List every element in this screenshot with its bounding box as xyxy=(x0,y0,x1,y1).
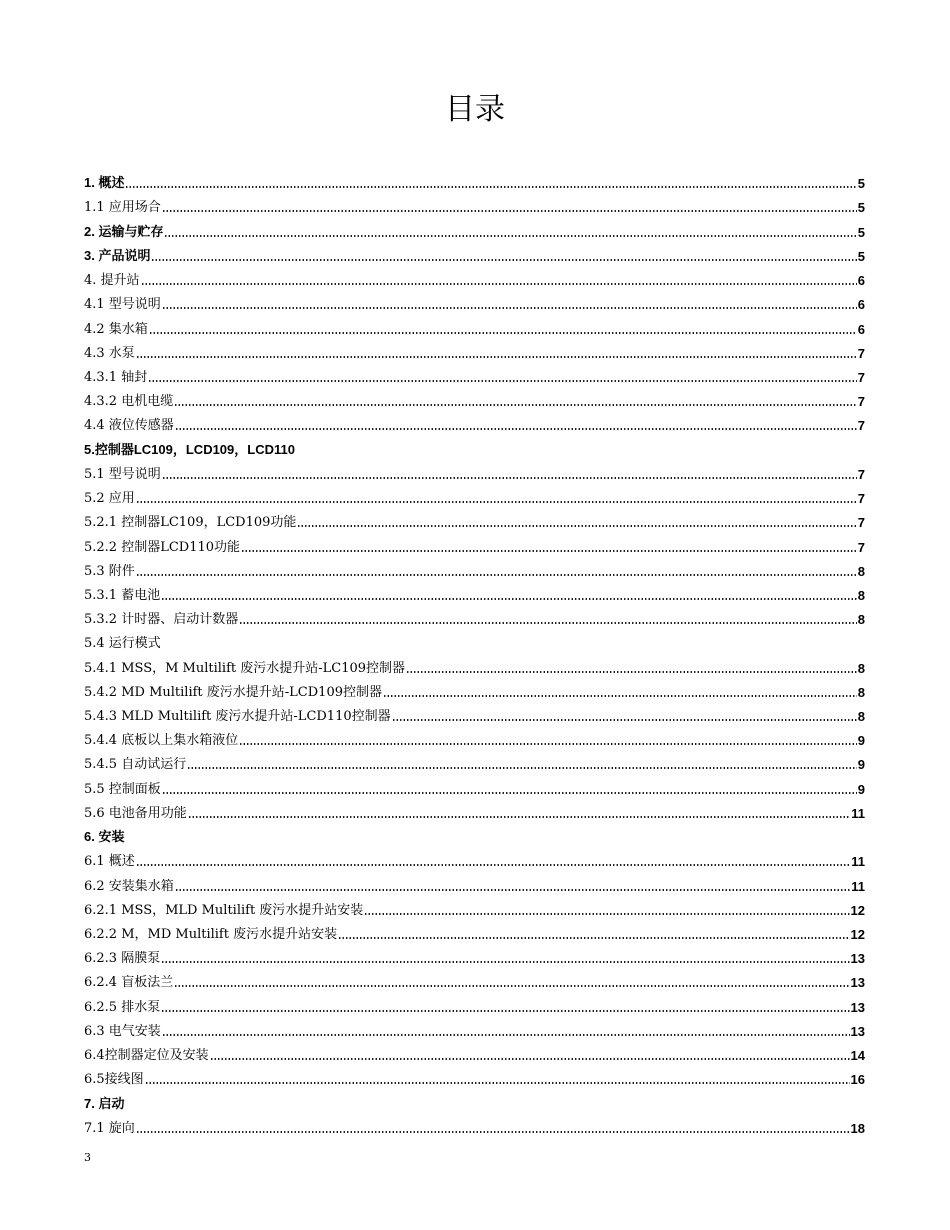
toc-entry[interactable] xyxy=(84,921,865,945)
toc-entry-page: 18 xyxy=(850,1120,865,1136)
toc-entry-page: 6 xyxy=(857,321,865,337)
toc-entry-page: 8 xyxy=(857,587,865,603)
toc-dot-leader xyxy=(149,332,857,334)
toc-entry-page: 9 xyxy=(857,757,865,773)
toc-entry-label: 5.3.1 蓄电池 xyxy=(84,587,161,603)
toc-entry-page: 8 xyxy=(857,563,865,579)
toc-dot-leader xyxy=(164,235,856,237)
toc-entry-label: 4.4 液位传感器 xyxy=(84,418,174,434)
toc-entry[interactable] xyxy=(84,1042,865,1066)
toc-dot-leader xyxy=(383,695,857,697)
toc-entry[interactable] xyxy=(84,606,865,630)
toc-entry[interactable] xyxy=(84,727,865,751)
toc-entry-page: 9 xyxy=(857,781,865,797)
toc-entry-label: 6.4控制器定位及安装 xyxy=(84,1048,209,1064)
toc-entry-label: 5.3 附件 xyxy=(84,563,135,579)
toc-entry[interactable] xyxy=(84,1115,865,1139)
toc-entry-page: 13 xyxy=(850,1023,865,1039)
toc-entry-label: 6.2.3 隔膜泵 xyxy=(84,951,161,967)
toc-entry-label: 5.4.1 MSS，M Multilift 废污水提升站-LC109控制器 xyxy=(84,660,406,676)
toc-entry-page: 13 xyxy=(850,999,865,1015)
toc-entry[interactable] xyxy=(84,291,865,315)
toc-entry-page: 5 xyxy=(857,176,865,192)
toc-entry[interactable] xyxy=(84,679,865,703)
toc-dot-leader xyxy=(364,913,849,915)
toc-dot-leader xyxy=(161,598,857,600)
toc-entry-page: 5 xyxy=(857,224,865,240)
toc-entry-label: 5.4.2 MD Multilift 废污水提升站-LCD109控制器 xyxy=(84,684,382,700)
toc-entry-label: 7. 启动 xyxy=(84,1095,125,1111)
toc-entry-page: 13 xyxy=(850,951,865,967)
toc-entry-page: 11 xyxy=(851,805,865,821)
table-of-contents xyxy=(84,170,865,1139)
toc-entry[interactable] xyxy=(84,218,865,242)
toc-dot-leader xyxy=(162,1034,850,1036)
toc-entry-label: 6.2.2 M，MD Multilift 废污水提升站安装 xyxy=(84,927,338,942)
toc-entry[interactable] xyxy=(84,388,865,412)
toc-dot-leader xyxy=(136,574,857,576)
toc-entry[interactable] xyxy=(84,848,865,872)
toc-entry-page: 9 xyxy=(857,733,865,749)
toc-dot-leader xyxy=(174,985,849,987)
toc-entry-page: 11 xyxy=(851,854,865,870)
toc-entry-label: 5.控制器LC109，LCD109，LCD110 xyxy=(84,441,295,457)
toc-entry-page: 7 xyxy=(857,369,865,385)
toc-dot-leader xyxy=(161,961,849,963)
toc-entry-page: 7 xyxy=(857,418,865,434)
toc-entry-page: 12 xyxy=(850,902,865,918)
toc-dot-leader xyxy=(239,622,857,624)
toc-entry[interactable] xyxy=(84,315,865,339)
toc-entry-label: 6.5接线图 xyxy=(84,1072,144,1088)
toc-entry[interactable] xyxy=(84,340,865,364)
toc-entry-page: 8 xyxy=(857,660,865,676)
toc-entry-label: 4.2 集水箱 xyxy=(84,321,148,337)
toc-entry-label: 1. 概述 xyxy=(84,175,125,191)
toc-entry-label: 6.2.5 排水泵 xyxy=(84,999,161,1015)
toc-entry[interactable] xyxy=(84,703,865,727)
toc-dot-leader xyxy=(136,501,857,503)
toc-entry[interactable] xyxy=(84,945,865,969)
toc-entry[interactable] xyxy=(84,872,865,896)
toc-dot-leader xyxy=(162,210,857,212)
toc-entry-page: 8 xyxy=(857,709,865,725)
toc-entry-label: 6.2 安装集水箱 xyxy=(84,878,174,894)
toc-dot-leader xyxy=(145,1082,850,1084)
toc-entry[interactable] xyxy=(84,461,865,485)
toc-entry-label: 5.5 控制面板 xyxy=(84,781,161,797)
toc-entry-label: 4. 提升站 xyxy=(84,273,140,289)
toc-entry-label: 5.6 电池备用功能 xyxy=(84,805,187,821)
toc-entry-page: 11 xyxy=(851,878,865,894)
toc-entry[interactable] xyxy=(84,509,865,533)
toc-entry[interactable] xyxy=(84,533,865,557)
toc-dot-leader xyxy=(148,380,857,382)
toc-entry-label: 3. 产品说明 xyxy=(84,247,151,263)
toc-entry-label: 5.1 型号说明 xyxy=(84,466,161,482)
toc-entry[interactable] xyxy=(84,243,865,267)
toc-entry-label: 4.1 型号说明 xyxy=(84,297,161,313)
toc-entry-label: 2. 运输与贮存 xyxy=(84,223,164,239)
toc-entry-page: 7 xyxy=(857,394,865,410)
toc-dot-leader xyxy=(175,889,850,891)
toc-dot-leader xyxy=(338,937,849,939)
toc-entry-page: 7 xyxy=(857,515,865,531)
toc-entry-label: 4.3.2 电机电缆 xyxy=(84,394,174,410)
toc-entry[interactable] xyxy=(84,436,865,460)
toc-entry-label: 6.2.4 盲板法兰 xyxy=(84,975,174,991)
toc-entry-label: 1.1 应用场合 xyxy=(84,200,161,216)
page-title: 目录 xyxy=(445,92,505,127)
toc-entry-label: 5.4 运行模式 xyxy=(84,636,161,652)
toc-entry[interactable] xyxy=(84,775,865,799)
toc-entry[interactable] xyxy=(84,194,865,218)
toc-entry-label: 5.4.5 自动试运行 xyxy=(84,757,187,773)
toc-entry-page: 7 xyxy=(857,539,865,555)
toc-entry[interactable] xyxy=(84,897,865,921)
toc-entry-label: 6.3 电气安装 xyxy=(84,1023,161,1039)
toc-dot-leader xyxy=(162,477,857,479)
toc-dot-leader xyxy=(136,356,857,358)
toc-entry[interactable] xyxy=(84,800,865,824)
toc-entry[interactable] xyxy=(84,364,865,388)
toc-entry-label: 5.4.4 底板以上集水箱液位 xyxy=(84,733,239,749)
toc-entry[interactable] xyxy=(84,751,865,775)
toc-entry-label: 6.1 概述 xyxy=(84,854,135,870)
toc-entry-label: 5.2.2 控制器LCD110功能 xyxy=(84,539,241,555)
toc-entry[interactable] xyxy=(84,412,865,436)
toc-entry[interactable] xyxy=(84,1090,865,1114)
toc-entry-page: 16 xyxy=(850,1072,865,1088)
toc-entry-page: 5 xyxy=(857,248,865,264)
toc-entry-page: 13 xyxy=(850,975,865,991)
toc-dot-leader xyxy=(161,1010,849,1012)
toc-entry[interactable] xyxy=(84,1066,865,1090)
toc-entry-page: 6 xyxy=(857,273,865,289)
toc-dot-leader xyxy=(188,816,850,818)
toc-dot-leader xyxy=(406,671,857,673)
toc-dot-leader xyxy=(125,186,856,188)
toc-entry-page: 6 xyxy=(857,297,865,313)
toc-entry[interactable] xyxy=(84,1018,865,1042)
toc-entry-page: 7 xyxy=(857,491,865,507)
toc-dot-leader xyxy=(151,259,856,261)
toc-entry-label: 7.1 旋向 xyxy=(84,1120,135,1136)
toc-entry-page: 8 xyxy=(857,684,865,700)
toc-dot-leader xyxy=(162,307,857,309)
toc-dot-leader xyxy=(392,719,857,721)
toc-entry[interactable] xyxy=(84,824,865,848)
toc-entry[interactable] xyxy=(84,558,865,582)
toc-entry-page: 8 xyxy=(857,612,865,628)
toc-dot-leader xyxy=(174,404,857,406)
toc-dot-leader xyxy=(187,767,857,769)
toc-dot-leader xyxy=(141,283,857,285)
toc-entry[interactable] xyxy=(84,485,865,509)
toc-dot-leader xyxy=(136,864,850,866)
toc-entry-label: 4.3.1 轴封 xyxy=(84,369,148,385)
toc-dot-leader xyxy=(162,792,857,794)
toc-entry-page: 7 xyxy=(857,466,865,482)
toc-entry-label: 4.3 水泵 xyxy=(84,345,135,361)
toc-entry[interactable] xyxy=(84,170,865,194)
toc-entry-page: 7 xyxy=(857,345,865,361)
page-number: 3 xyxy=(84,1151,91,1164)
toc-dot-leader xyxy=(297,525,856,527)
toc-entry-label: 6.2.1 MSS，MLD Multilift 废污水提升站安装 xyxy=(84,902,364,918)
toc-dot-leader xyxy=(239,743,857,745)
toc-entry-label: 5.3.2 计时器、启动计数器 xyxy=(84,612,239,628)
toc-dot-leader xyxy=(175,428,857,430)
toc-entry[interactable] xyxy=(84,582,865,606)
toc-entry[interactable] xyxy=(84,993,865,1017)
toc-entry[interactable] xyxy=(84,630,865,654)
toc-entry[interactable] xyxy=(84,654,865,678)
toc-dot-leader xyxy=(136,1131,850,1133)
toc-entry[interactable] xyxy=(84,267,865,291)
toc-dot-leader xyxy=(210,1058,850,1060)
toc-entry-label: 5.2 应用 xyxy=(84,491,135,507)
toc-entry-page: 5 xyxy=(857,200,865,216)
toc-entry-label: 5.2.1 控制器LC109，LCD109功能 xyxy=(84,515,297,531)
toc-entry[interactable] xyxy=(84,969,865,993)
toc-dot-leader xyxy=(241,550,857,552)
toc-entry-label: 5.4.3 MLD Multilift 废污水提升站-LCD110控制器 xyxy=(84,709,391,725)
toc-entry-page: 14 xyxy=(850,1048,865,1064)
toc-entry-page: 12 xyxy=(850,927,865,942)
toc-entry-label: 6. 安装 xyxy=(84,829,125,845)
